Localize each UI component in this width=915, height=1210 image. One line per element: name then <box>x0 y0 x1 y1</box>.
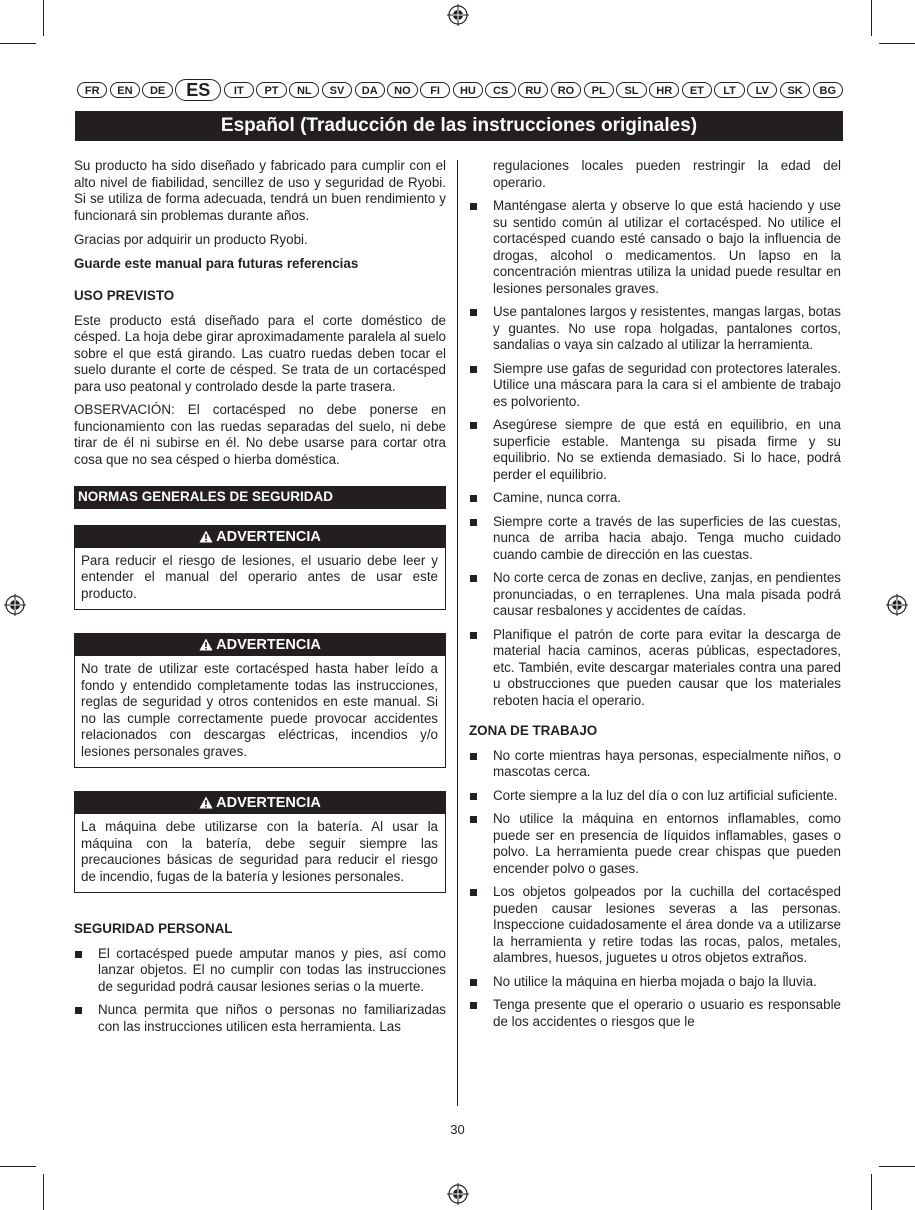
language-tab-hu[interactable]: HU <box>453 82 483 98</box>
bullet-icon <box>75 1007 82 1014</box>
bullet-icon <box>75 951 82 958</box>
intro-paragraph: Su producto ha sido diseñado y fabricado para cumplir con el alto nivel de fiabilidad, sencillez de uso y seguridad de Ryobi. Si se utiliza de forma adecuada, tendrá un buen rendimiento y funcionará sin problemas durante años. <box>74 158 446 223</box>
normas-section-heading: NORMAS GENERALES DE SEGURIDAD <box>74 486 446 509</box>
language-tab-hr[interactable]: HR <box>649 82 679 98</box>
language-tab-pl[interactable]: PL <box>584 82 614 98</box>
safety-list <box>469 198 841 709</box>
language-tab-en[interactable]: EN <box>110 82 140 98</box>
bullet-icon <box>470 753 477 760</box>
uso-previsto-heading: USO PREVISTO <box>74 288 175 303</box>
list-item: Siempre use gafas de seguridad con protectores laterales. Utilice una máscara para la cara si el ambiente de trabajo es polvoriento. <box>469 361 841 411</box>
crop-mark <box>43 1174 44 1210</box>
language-tab-sl[interactable]: SL <box>616 82 646 98</box>
list-item: Use pantalones largos y resistentes, mangas largas, botas y guantes. No use ropa holgadas, pantalones cortos, sandalias o vaya sin calzado al utilizar la herramienta. <box>469 304 841 354</box>
language-tab-es[interactable]: ES <box>175 79 221 101</box>
warning-header <box>75 634 445 656</box>
page-number: 30 <box>450 1122 465 1137</box>
registration-mark-icon <box>886 594 908 616</box>
language-tab-fr[interactable]: FR <box>77 82 107 98</box>
list-item: No corte cerca de zonas en declive, zanjas, en pendientes pronunciadas, o en terraplenes. Una mala pisada podrá causar resbalones y accidentes de caídas. <box>469 570 841 620</box>
warning-text: No trate de utilizar este cortacésped hasta haber leído a fondo y entendido completamente todas las instrucciones, reglas de seguridad y otros contenidos en este manual. Si no las cumple correctamente puede provocar accidentes relacionados con descargas eléctricas, incendios y/o lesiones personales graves. <box>81 661 438 759</box>
right-column <box>469 158 841 1037</box>
crop-mark <box>0 1166 36 1167</box>
language-tab-pt[interactable]: PT <box>256 82 286 98</box>
bullet-icon <box>470 575 477 582</box>
page-title: Español (Traducción de las instrucciones originales) <box>75 111 843 141</box>
crop-mark <box>871 1174 872 1210</box>
column-divider <box>457 160 458 1106</box>
observacion-paragraph: OBSERVACIÓN: El cortacésped no debe ponerse en funcionamiento con las ruedas separadas del suelo, ni debe tirar de él ni subirse en él. No debe usarse para cortar otra cosa que no sea césped o hierba doméstica. <box>74 402 446 467</box>
intro-keep-manual: Guarde este manual para futuras referencias <box>74 255 359 271</box>
warning-box <box>74 633 446 768</box>
language-tab-et[interactable]: ET <box>682 82 712 98</box>
language-tab-no[interactable]: NO <box>387 82 417 98</box>
uso-paragraph: Este producto está diseñado para el corte doméstico de césped. La hoja debe girar aproximadamente paralela al suelo sobre el que está girando. Las cuatro ruedas deben tocar el suelo durante el corte de césped. Se trata de un cortacésped para uso peatonal y controlado desde la parte trasera. <box>74 312 446 394</box>
bullet-icon <box>470 816 477 823</box>
bullet-icon <box>470 1002 477 1009</box>
warning-label: ADVERTENCIA <box>216 795 321 811</box>
crop-mark <box>871 0 872 36</box>
list-item: No corte mientras haya personas, especialmente niños, o mascotas cerca. <box>469 748 841 781</box>
language-tab-bg[interactable]: BG <box>813 82 843 98</box>
work-area-list <box>469 748 841 1031</box>
language-tab-ru[interactable]: RU <box>518 82 548 98</box>
crop-mark <box>879 1166 915 1167</box>
personal-safety-list <box>74 946 446 1036</box>
bullet-icon <box>470 203 477 210</box>
list-item: No utilice la máquina en hierba mojada o bajo la lluvia. <box>469 974 841 991</box>
list-item: Tenga presente que el operario o usuario es responsable de los accidentes o riesgos que le <box>469 997 841 1030</box>
seguridad-personal-heading: SEGURIDAD PERSONAL <box>74 921 233 936</box>
list-item: Nunca permita que niños o personas no familiarizadas con las instrucciones utilicen esta herramienta. Las <box>74 1002 446 1035</box>
warning-label: ADVERTENCIA <box>216 528 321 545</box>
language-tab-sv[interactable]: SV <box>322 82 352 98</box>
left-column <box>74 158 446 1042</box>
zona-de-trabajo-heading: ZONA DE TRABAJO <box>469 723 598 738</box>
warning-triangle-icon <box>199 638 213 651</box>
bullet-icon <box>470 366 477 373</box>
language-tab-lt[interactable]: LT <box>714 82 744 98</box>
list-item: No utilice la máquina en entornos inflamables, como puede ser en presencia de líquidos inflamables, gases o polvo. La herramienta puede crear chispas que pueden encender polvo o gases. <box>469 811 841 877</box>
bullet-icon <box>470 793 477 800</box>
crop-mark <box>0 43 36 44</box>
list-item: Planifique el patrón de corte para evitar la descarga de material hacia caminos, aceras públicas, espectadores, etc. También, evite descargar materiales contra una pared u obstrucciones que pueden causar que los materiales reboten hacia el operario. <box>469 627 841 710</box>
language-tab-nl[interactable]: NL <box>289 82 319 98</box>
intro-thanks: Gracias por adquirir un producto Ryobi. <box>74 232 308 247</box>
warning-box <box>74 525 446 611</box>
crop-mark <box>43 0 44 36</box>
crop-mark <box>879 43 915 44</box>
continuation-text: regulaciones locales pueden restringir la edad del operario. <box>493 158 841 190</box>
bullet-icon <box>470 309 477 316</box>
registration-mark-icon <box>4 594 26 616</box>
warning-header <box>75 526 445 548</box>
warning-header <box>75 792 445 814</box>
warning-box <box>74 791 446 893</box>
language-tab-lv[interactable]: LV <box>747 82 777 98</box>
registration-mark-icon <box>447 1183 469 1205</box>
warning-label: ADVERTENCIA <box>216 637 321 653</box>
language-tab-da[interactable]: DA <box>355 82 385 98</box>
bullet-icon <box>470 495 477 502</box>
language-tab-sk[interactable]: SK <box>780 82 810 98</box>
list-item: Siempre corte a través de las superficies de las cuestas, nunca de arriba hacia abajo. Tenga mucho cuidado cuando cambie de dirección en las cuestas. <box>469 514 841 564</box>
list-item: Camine, nunca corra. <box>469 490 841 507</box>
bullet-icon <box>470 889 477 896</box>
warning-text: La máquina debe utilizarse con la batería. Al usar la máquina con la batería, debe seguir siempre las precauciones básicas de seguridad para reducir el riesgo de incendio, fugas de la batería y lesiones personales. <box>81 819 438 884</box>
warning-triangle-icon <box>199 796 213 809</box>
list-item: Asegúrese siempre de que está en equilibrio, en una superficie estable. Mantenga su pisada firme y su equilibrio. No se extienda demasiado. Si lo hace, podrá perder el equilibrio. <box>469 417 841 483</box>
bullet-icon <box>470 519 477 526</box>
bullet-icon <box>470 979 477 986</box>
list-item: El cortacésped puede amputar manos y pies, así como lanzar objetos. El no cumplir con todas las instrucciones de seguridad podrá causar lesiones serias o la muerte. <box>74 946 446 996</box>
language-tab-it[interactable]: IT <box>224 82 254 98</box>
list-item: Manténgase alerta y observe lo que está haciendo y use su sentido común al utilizar el cortacésped. No utilice el cortacésped cuando esté cansado o bajo la influencia de drogas, alcohol o medicamentos. Un lapso en la concentración mientras utiliza la unidad puede resultar en lesiones personales graves. <box>469 198 841 297</box>
warning-triangle-icon <box>199 530 213 543</box>
language-tab-ro[interactable]: RO <box>551 82 581 98</box>
language-tabs <box>77 79 843 101</box>
language-tab-de[interactable]: DE <box>142 82 172 98</box>
list-item: Corte siempre a la luz del día o con luz artificial suficiente. <box>469 788 841 805</box>
bullet-icon <box>470 632 477 639</box>
bullet-icon <box>470 422 477 429</box>
language-tab-fi[interactable]: FI <box>420 82 450 98</box>
registration-mark-icon <box>447 4 469 26</box>
list-item: Los objetos golpeados por la cuchilla del cortacésped pueden causar lesiones severas a las personas. Inspeccione cuidadosamente el área donde va a utilizarse la herramienta y retire todas las rocas, palos, metales, alambres, huesos, juguetes u otros objetos extraños. <box>469 884 841 967</box>
warning-text: Para reducir el riesgo de lesiones, el usuario debe leer y entender el manual del operario antes de usar este producto. <box>81 552 438 601</box>
language-tab-cs[interactable]: CS <box>485 82 515 98</box>
